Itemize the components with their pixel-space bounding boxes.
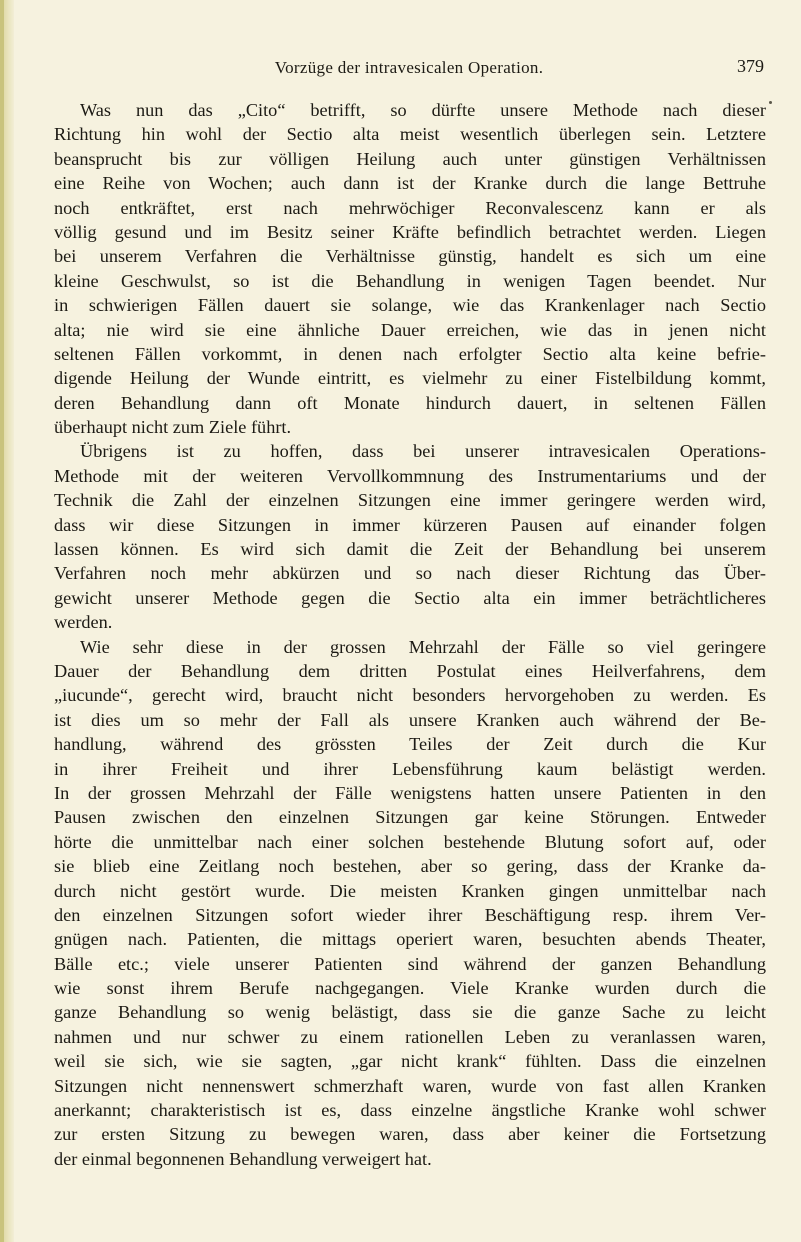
text-line: ganze Behandlung so wenig belästigt, dass sie die ganze Sache zu leicht	[54, 1002, 766, 1023]
text-line: nahmen und nur schwer zu einem rationellen Leben zu veranlassen waren,	[54, 1026, 766, 1047]
text-line: in schwierigen Fällen dauert sie solange, wie das Krankenlager nach Sectio	[54, 295, 766, 316]
text-line: wie sonst ihrem Berufe nachgegangen. Viele Kranke wurden durch die	[54, 978, 766, 999]
text-line: „iucunde“, gerecht wird, braucht nicht besonders hervorgehoben zu werden. Es	[54, 685, 766, 706]
text-line: den einzelnen Sitzungen sofort wieder ihrer Beschäftigung resp. ihrem Ver-	[54, 904, 766, 925]
page-binding-edge	[0, 0, 14, 1242]
text-line: Dauer der Behandlung dem dritten Postulat eines Heilverfahrens, dem	[54, 660, 766, 681]
text-line: Pausen zwischen den einzelnen Sitzungen gar keine Störungen. Entweder	[54, 807, 766, 828]
text-line: dass wir diese Sitzungen in immer kürzeren Pausen auf einander folgen	[54, 514, 766, 535]
text-line: anerkannt; charakteristisch ist es, dass einzelne ängstliche Kranke wohl schwer	[54, 1100, 766, 1121]
text-line: Was nun das „Cito“ betrifft, so dürfte unsere Methode nach dieser	[80, 100, 766, 120]
text-line: Richtung hin wohl der Sectio alta meist wesentlich überlegen sein. Letztere	[54, 124, 766, 145]
text-line: zur ersten Sitzung zu bewegen waren, dass aber keiner die Fortsetzung	[54, 1124, 766, 1145]
text-line: Sitzungen nicht nennenswert schmerzhaft waren, wurde von fast allen Kranken	[54, 1075, 766, 1096]
text-line: noch entkräftet, erst nach mehrwöchiger Reconvalescenz kann er als	[54, 197, 766, 218]
body-text	[54, 98, 766, 1171]
text-line: Bälle etc.; viele unserer Patienten sind während der ganzen Behandlung	[54, 953, 766, 974]
text-line: alta; nie wird sie eine ähnliche Dauer erreichen, wie das in jenen nicht	[54, 319, 766, 340]
text-line: der einmal begonnenen Behandlung verweigert hat.	[54, 1148, 432, 1169]
running-title: Vorzüge der intravesicalen Operation.	[274, 58, 544, 77]
text-line: beansprucht bis zur völligen Heilung auch unter günstigen Verhältnissen	[54, 148, 766, 169]
text-line: weil sie sich, wie sie sagten, „gar nicht krank“ fühlten. Dass die einzelnen	[54, 1051, 766, 1072]
text-line: deren Behandlung dann oft Monate hindurch dauert, in seltenen Fällen	[54, 392, 766, 413]
text-line: gewicht unserer Methode gegen die Sectio alta ein immer beträchtlicheres	[54, 587, 766, 608]
text-line: digende Heilung der Wunde eintritt, es vielmehr zu einer Fistelbildung kommt,	[54, 368, 766, 389]
text-line: gnügen nach. Patienten, die mittags operiert waren, besuchten abends Theater,	[54, 929, 766, 950]
text-line: in ihrer Freiheit und ihrer Lebensführung kaum belästigt werden.	[54, 758, 766, 779]
text-line: durch nicht gestört wurde. Die meisten Kranken gingen unmittelbar nach	[54, 880, 766, 901]
text-line: Technik die Zahl der einzelnen Sitzungen eine immer geringere werden wird,	[54, 490, 766, 511]
text-line: werden.	[54, 612, 113, 633]
text-line: hörte die unmittelbar nach einer solchen bestehende Blutung sofort auf, oder	[54, 831, 766, 852]
running-head	[54, 54, 764, 82]
text-line: eine Reihe von Wochen; auch dann ist der Kranke durch die lange Bettruhe	[54, 173, 766, 194]
text-line: ist dies um so mehr der Fall als unsere Kranken auch während der Be-	[54, 709, 766, 730]
text-line: Verfahren noch mehr abkürzen und so nach dieser Richtung das Über-	[54, 563, 766, 584]
text-line: Wie sehr diese in der grossen Mehrzahl der Fälle so viel geringere	[80, 636, 766, 657]
text-line: überhaupt nicht zum Ziele führt.	[54, 417, 292, 438]
text-line: bei unserem Verfahren die Verhältnisse günstig, handelt es sich um eine	[54, 246, 766, 267]
page-number: 379	[737, 56, 764, 76]
text-line: Übrigens ist zu hoffen, dass bei unserer intravesicalen Operations-	[80, 441, 766, 462]
text-line: völlig gesund und im Besitz seiner Kräfte befindlich betrachtet werden. Liegen	[54, 221, 766, 242]
text-line: seltenen Fällen vorkommt, in denen nach erfolgter Sectio alta keine befrie-	[54, 343, 766, 364]
text-line: sie blieb eine Zeitlang noch bestehen, aber so gering, dass der Kranke da-	[54, 856, 766, 877]
text-line: In der grossen Mehrzahl der Fälle wenigstens hatten unsere Patienten in den	[54, 782, 766, 803]
text-line: lassen können. Es wird sich damit die Zeit der Behandlung bei unserem	[54, 539, 766, 560]
text-line: kleine Geschwulst, so ist die Behandlung in wenigen Tagen beendet. Nur	[54, 270, 766, 291]
text-line: handlung, während des grössten Teiles der Zeit durch die Kur	[54, 734, 766, 755]
text-line: Methode mit der weiteren Vervollkommnung des Instrumentariums und der	[54, 465, 766, 486]
ink-dot	[769, 101, 772, 104]
